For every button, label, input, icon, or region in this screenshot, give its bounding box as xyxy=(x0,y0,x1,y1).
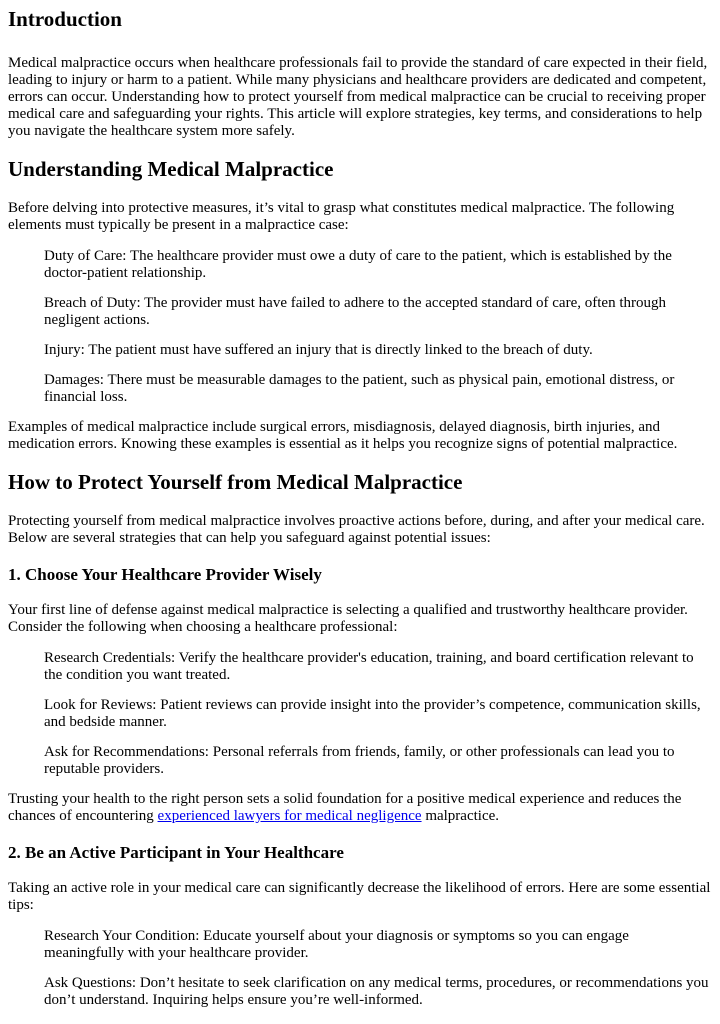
malpractice-elements-list xyxy=(8,248,712,406)
choose-provider-list xyxy=(8,650,712,778)
active-participant-list xyxy=(8,928,712,1009)
closing-text-after-link: malpractice. xyxy=(421,808,500,824)
list-item: Damages: There must be measurable damages to the patient, such as physical pain, emotional distress, or financial loss. xyxy=(44,372,675,405)
list-item: Look for Reviews: Patient reviews can provide insight into the provider’s competence, communication skills, and bedside manner. xyxy=(44,697,701,730)
choose-closing-paragraph xyxy=(8,791,712,825)
understanding-closing-paragraph: Examples of medical malpractice include surgical errors, misdiagnosis, delayed diagnosis, birth injuries, and medication errors. Knowing these examples is essential as it helps you recognize signs of potential malpractice. xyxy=(8,419,678,452)
heading-choose-provider: 1. Choose Your Healthcare Provider Wisely xyxy=(8,565,322,584)
list-item: Ask Questions: Don’t hesitate to seek clarification on any medical terms, procedures, or recommendations you don’t understand. Inquiring helps ensure you’re well-informed. xyxy=(44,975,709,1008)
list-item: Research Your Condition: Educate yourself about your diagnosis or symptoms so you can engage meaningfully with your healthcare provider. xyxy=(44,928,629,961)
closing-text-before-link: Trusting your health to the right person sets a solid foundation for a positive medical experience and reduces the chances of encountering xyxy=(8,791,682,824)
list-item: Duty of Care: The healthcare provider must owe a duty of care to the patient, which is established by the doctor-patient relationship. xyxy=(44,248,672,281)
understanding-paragraph: Before delving into protective measures, it’s vital to grasp what constitutes medical malpractice. The following elements must typically be present in a malpractice case: xyxy=(8,200,675,233)
heading-introduction: Introduction xyxy=(8,7,122,31)
heading-how-to-protect-yourself: How to Protect Yourself from Medical Malpractice xyxy=(8,470,463,494)
intro-paragraph: Medical malpractice occurs when healthcare professionals fail to provide the standard of care expected in their field, leading to injury or harm to a patient. While many physicians and healthcare providers are dedicated and competent, errors can occur. Understanding how to protect yourself from medical malpractice can be crucial to receiving proper medical care and safeguarding your rights. This article will explore strategies, key terms, and considerations to help you navigate the healthcare system more safely. xyxy=(8,55,708,139)
protect-paragraph: Protecting yourself from medical malpractice involves proactive actions before, during, and after your medical care. Below are several strategies that can help you safeguard against potential issues: xyxy=(8,513,705,546)
list-item: Injury: The patient must have suffered an injury that is directly linked to the breach of duty. xyxy=(44,342,593,358)
list-item: Research Credentials: Verify the healthcare provider's education, training, and board certification relevant to the condition you want treated. xyxy=(44,650,694,683)
active-paragraph: Taking an active role in your medical care can significantly decrease the likelihood of errors. Here are some essential tips: xyxy=(8,880,711,913)
choose-paragraph: Your first line of defense against medical malpractice is selecting a qualified and trustworthy healthcare provider. Consider the following when choosing a healthcare professional: xyxy=(8,602,688,635)
heading-active-participant: 2. Be an Active Participant in Your Healthcare xyxy=(8,843,344,862)
heading-understanding-medical-malpractice: Understanding Medical Malpractice xyxy=(8,157,334,181)
lawyers-link[interactable]: experienced lawyers for medical negligence xyxy=(157,808,422,824)
article xyxy=(0,7,720,1009)
list-item: Breach of Duty: The provider must have failed to adhere to the accepted standard of care, often through negligent actions. xyxy=(44,295,666,328)
list-item: Ask for Recommendations: Personal referrals from friends, family, or other professionals can lead you to reputable providers. xyxy=(44,744,675,777)
